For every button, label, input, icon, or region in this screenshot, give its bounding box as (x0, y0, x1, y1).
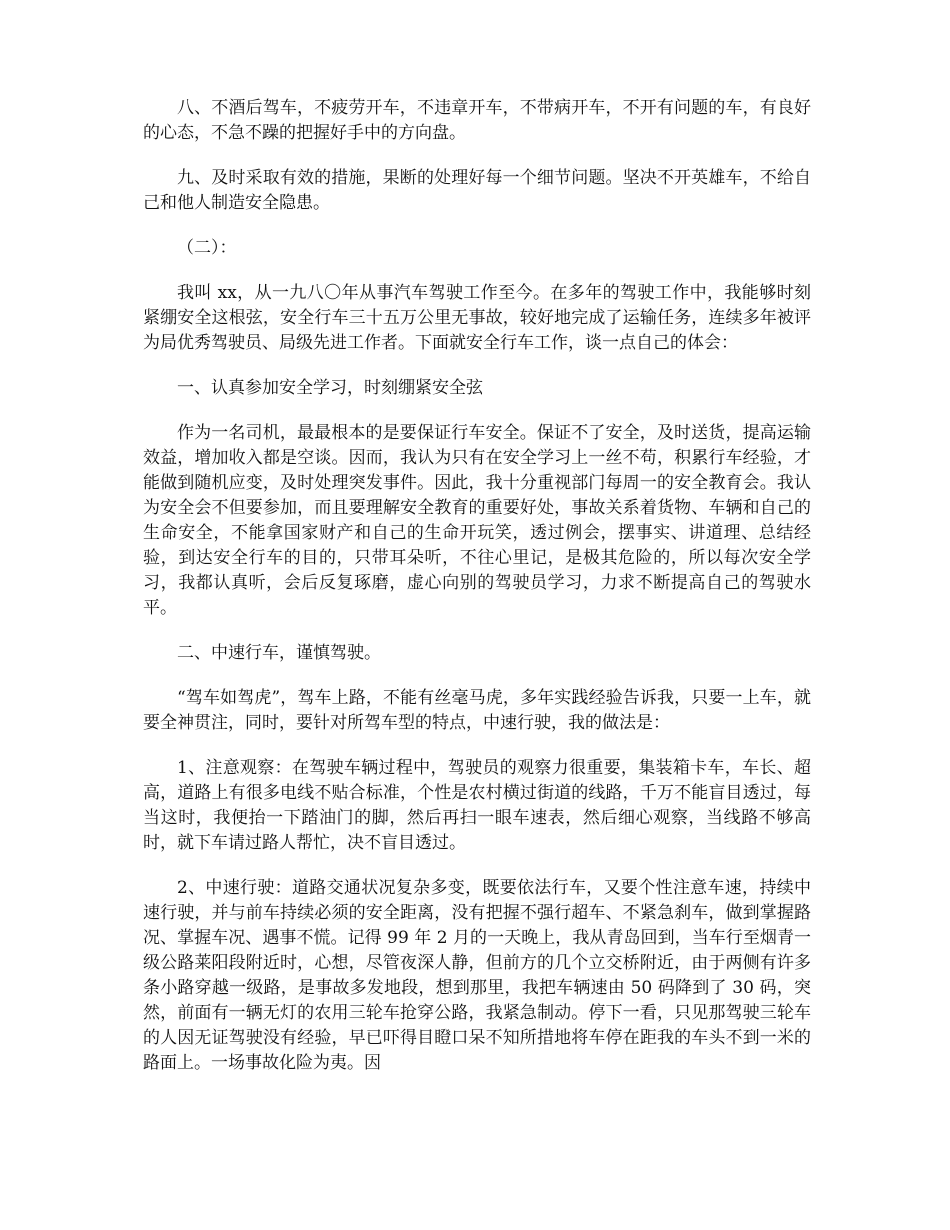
document-body (143, 96, 811, 1096)
paragraph-driving-tiger: “驾车如驾虎”，驾车上路，不能有丝毫马虎，多年实践经验告诉我，只要一上车，就要全神贯注，同时，要针对所驾车型的特点，中速行驶，我的做法是： (143, 688, 811, 733)
section-heading-two: （二）： (177, 238, 237, 258)
paragraph-moderate-driving: 2、中速行驶：道路交通状况复杂多变，既要依法行车，又要个性注意车速，持续中速行驶，并与前车持续必须的安全距离，没有把握不强行超车、不紧急刹车，做到掌握路况、掌握车况、遇事不慌。记得 99 年 2 月的一天晚上，我从青岛回到，当车行至烟青一级公路莱阳段附近时，心想，尽管夜深人静，但前方的几个立交桥附近，由于两侧有许多条小路穿越一级路，是事故多发地段，想到那里，我把车辆速由 50 码降到了 30 码，突然，前面有一辆无灯的农用三轮车抢穿公路，我紧急制动。停下一看，只见那驾驶三轮车的人因无证驾驶没有经验，早已吓得目瞪口呆不知所措地将车停在距我的车头不到一米的路面上。一场事故化险为夷。因 (143, 878, 811, 1073)
paragraph-observation: 1、注意观察：在驾驶车辆过程中，驾驶员的观察力很重要，集装箱卡车，车长、超高，道路上有很多电线不贴合标准，个性是农村横过街道的线路，千万不能盲目透过，每当这时，我便抬一下踏油门的脚，然后再扫一眼车速表，然后细心观察，当线路不够高时，就下车请过路人帮忙，决不盲目透过。 (143, 758, 811, 853)
paragraph-item-eight: 八、不酒后驾车，不疲劳开车，不违章开车，不带病开车，不开有问题的车，有良好的心态，不急不躁的把握好手中的方向盘。 (143, 98, 811, 143)
section-heading-moderate-speed: 二、中速行车，谨慎驾驶。 (177, 643, 381, 663)
section-heading-safety-study: 一、认真参加安全学习，时刻绷紧安全弦 (177, 378, 483, 398)
paragraph-safety-study: 作为一名司机，最最根本的是要保证行车安全。保证不了安全，及时送货，提高运输效益，增加收入都是空谈。因而，我认为只有在安全学习上一丝不苟，积累行车经验，才能做到随机应变，及时处理突发事件。因此，我十分重视部门每周一的安全教育会。我认为安全会不但要参加，而且要理解安全教育的重要好处，事故关系着货物、车辆和自己的生命安全，不能拿国家财产和自己的生命开玩笑，透过例会，摆事实、讲道理、总结经验，到达安全行车的目的，只带耳朵听，不往心里记，是极其危险的，所以每次安全学习，我都认真听，会后反复琢磨，虚心向别的驾驶员学习，力求不断提高自己的驾驶水平。 (143, 423, 811, 618)
paragraph-introduction: 我叫 xx，从一九八〇年从事汽车驾驶工作至今。在多年的驾驶工作中，我能够时刻紧绷安全这根弦，安全行车三十五万公里无事故，较好地完成了运输任务，连续多年被评为局优秀驾驶员、局级先进工作者。下面就安全行车工作，谈一点自己的体会： (143, 283, 811, 353)
paragraph-item-nine: 九、及时采取有效的措施，果断的处理好每一个细节问题。坚决不开英雄车，不给自己和他人制造安全隐患。 (143, 168, 811, 213)
